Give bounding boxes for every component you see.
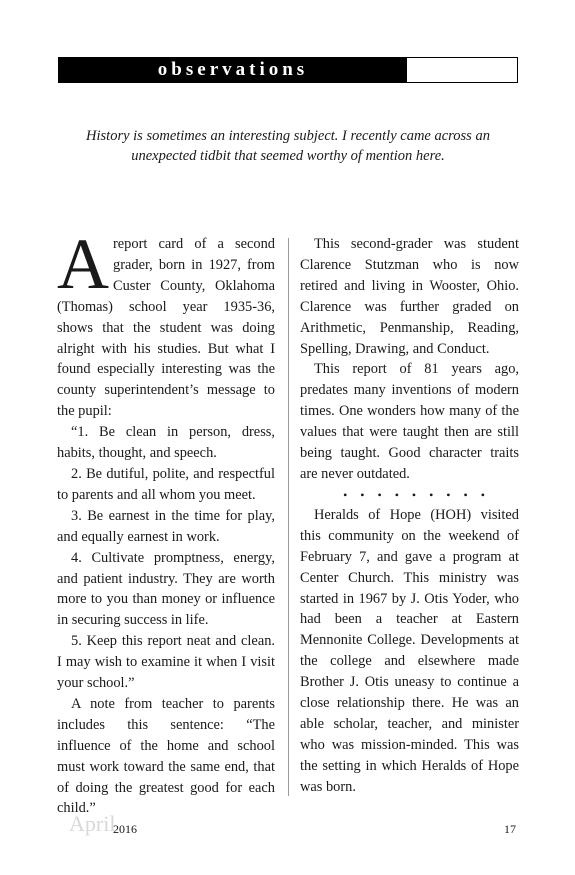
page-number: 17 — [504, 822, 516, 836]
rule-2: 2. Be dutiful, polite, and respectful to parents and all whom you meet. — [57, 465, 275, 503]
left-column — [57, 224, 275, 819]
teacher-note: A note from teacher to parents includes this sentence: “The influence of the home and school must work toward the same end, that of doing the greatest good for each child.” — [57, 695, 275, 817]
left-paragraph-1 — [57, 224, 275, 422]
intro-text: History is sometimes an interesting subject. I recently came across an unexpected tidbit that seemed worthy of mention here. — [86, 128, 490, 164]
column-divider — [288, 238, 289, 796]
rule-4: 4. Cultivate promptness, energy, and patient industry. They are worth more to you than money or influence in securing success in life. — [57, 549, 275, 629]
section-title: observations — [157, 59, 309, 80]
drop-cap: A — [57, 224, 109, 304]
right-paragraph-1: This second-grader was student Clarence Stutzman who is now retired and living in Wooster, Ohio. Clarence was further graded on Arithmetic, Penmanship, Reading, Spelling, Drawing, and Conduct. — [300, 236, 519, 357]
rule-1: “1. Be clean in person, dress, habits, thought, and speech. — [57, 424, 275, 462]
footer-month: April — [69, 811, 116, 836]
section-separator: • • • • • • • • • — [343, 487, 490, 502]
left-paragraph-1-text: report card of a second grader, born in 1927, from Custer County, Oklahoma (Thomas) school year 1935-36, shows that the student was doing alright with his studies. But what I found especially interesting was the county superintendent’s message to the pupil: — [57, 236, 275, 420]
right-paragraph-2: This report of 81 years ago, predates many inventions of modern times. One wonders how many of the values that were taught then are still being taught. Good character traits are never outdated. — [300, 361, 519, 482]
rule-5: 5. Keep this report neat and clean. I may wish to examine it when I visit your school.” — [57, 633, 275, 692]
right-column — [300, 234, 519, 798]
right-paragraph-3: Heralds of Hope (HOH) visited this community on the weekend of February 7, and gave a program at Center Church. This ministry was started in 1967 by J. Otis Yoder, who had been a teacher at Eastern Mennonite College. Developments at the college and elsewhere made Brother J. Otis uneasy to continue a close relationship there. He was an able scholar, teacher, and minister who was mission-minded. This was the setting in which Heralds of Hope was born. — [300, 506, 519, 795]
section-header — [58, 57, 518, 83]
footer-year: 2016 — [113, 822, 137, 836]
rule-3: 3. Be earnest in the time for play, and equally earnest in work. — [57, 507, 275, 545]
